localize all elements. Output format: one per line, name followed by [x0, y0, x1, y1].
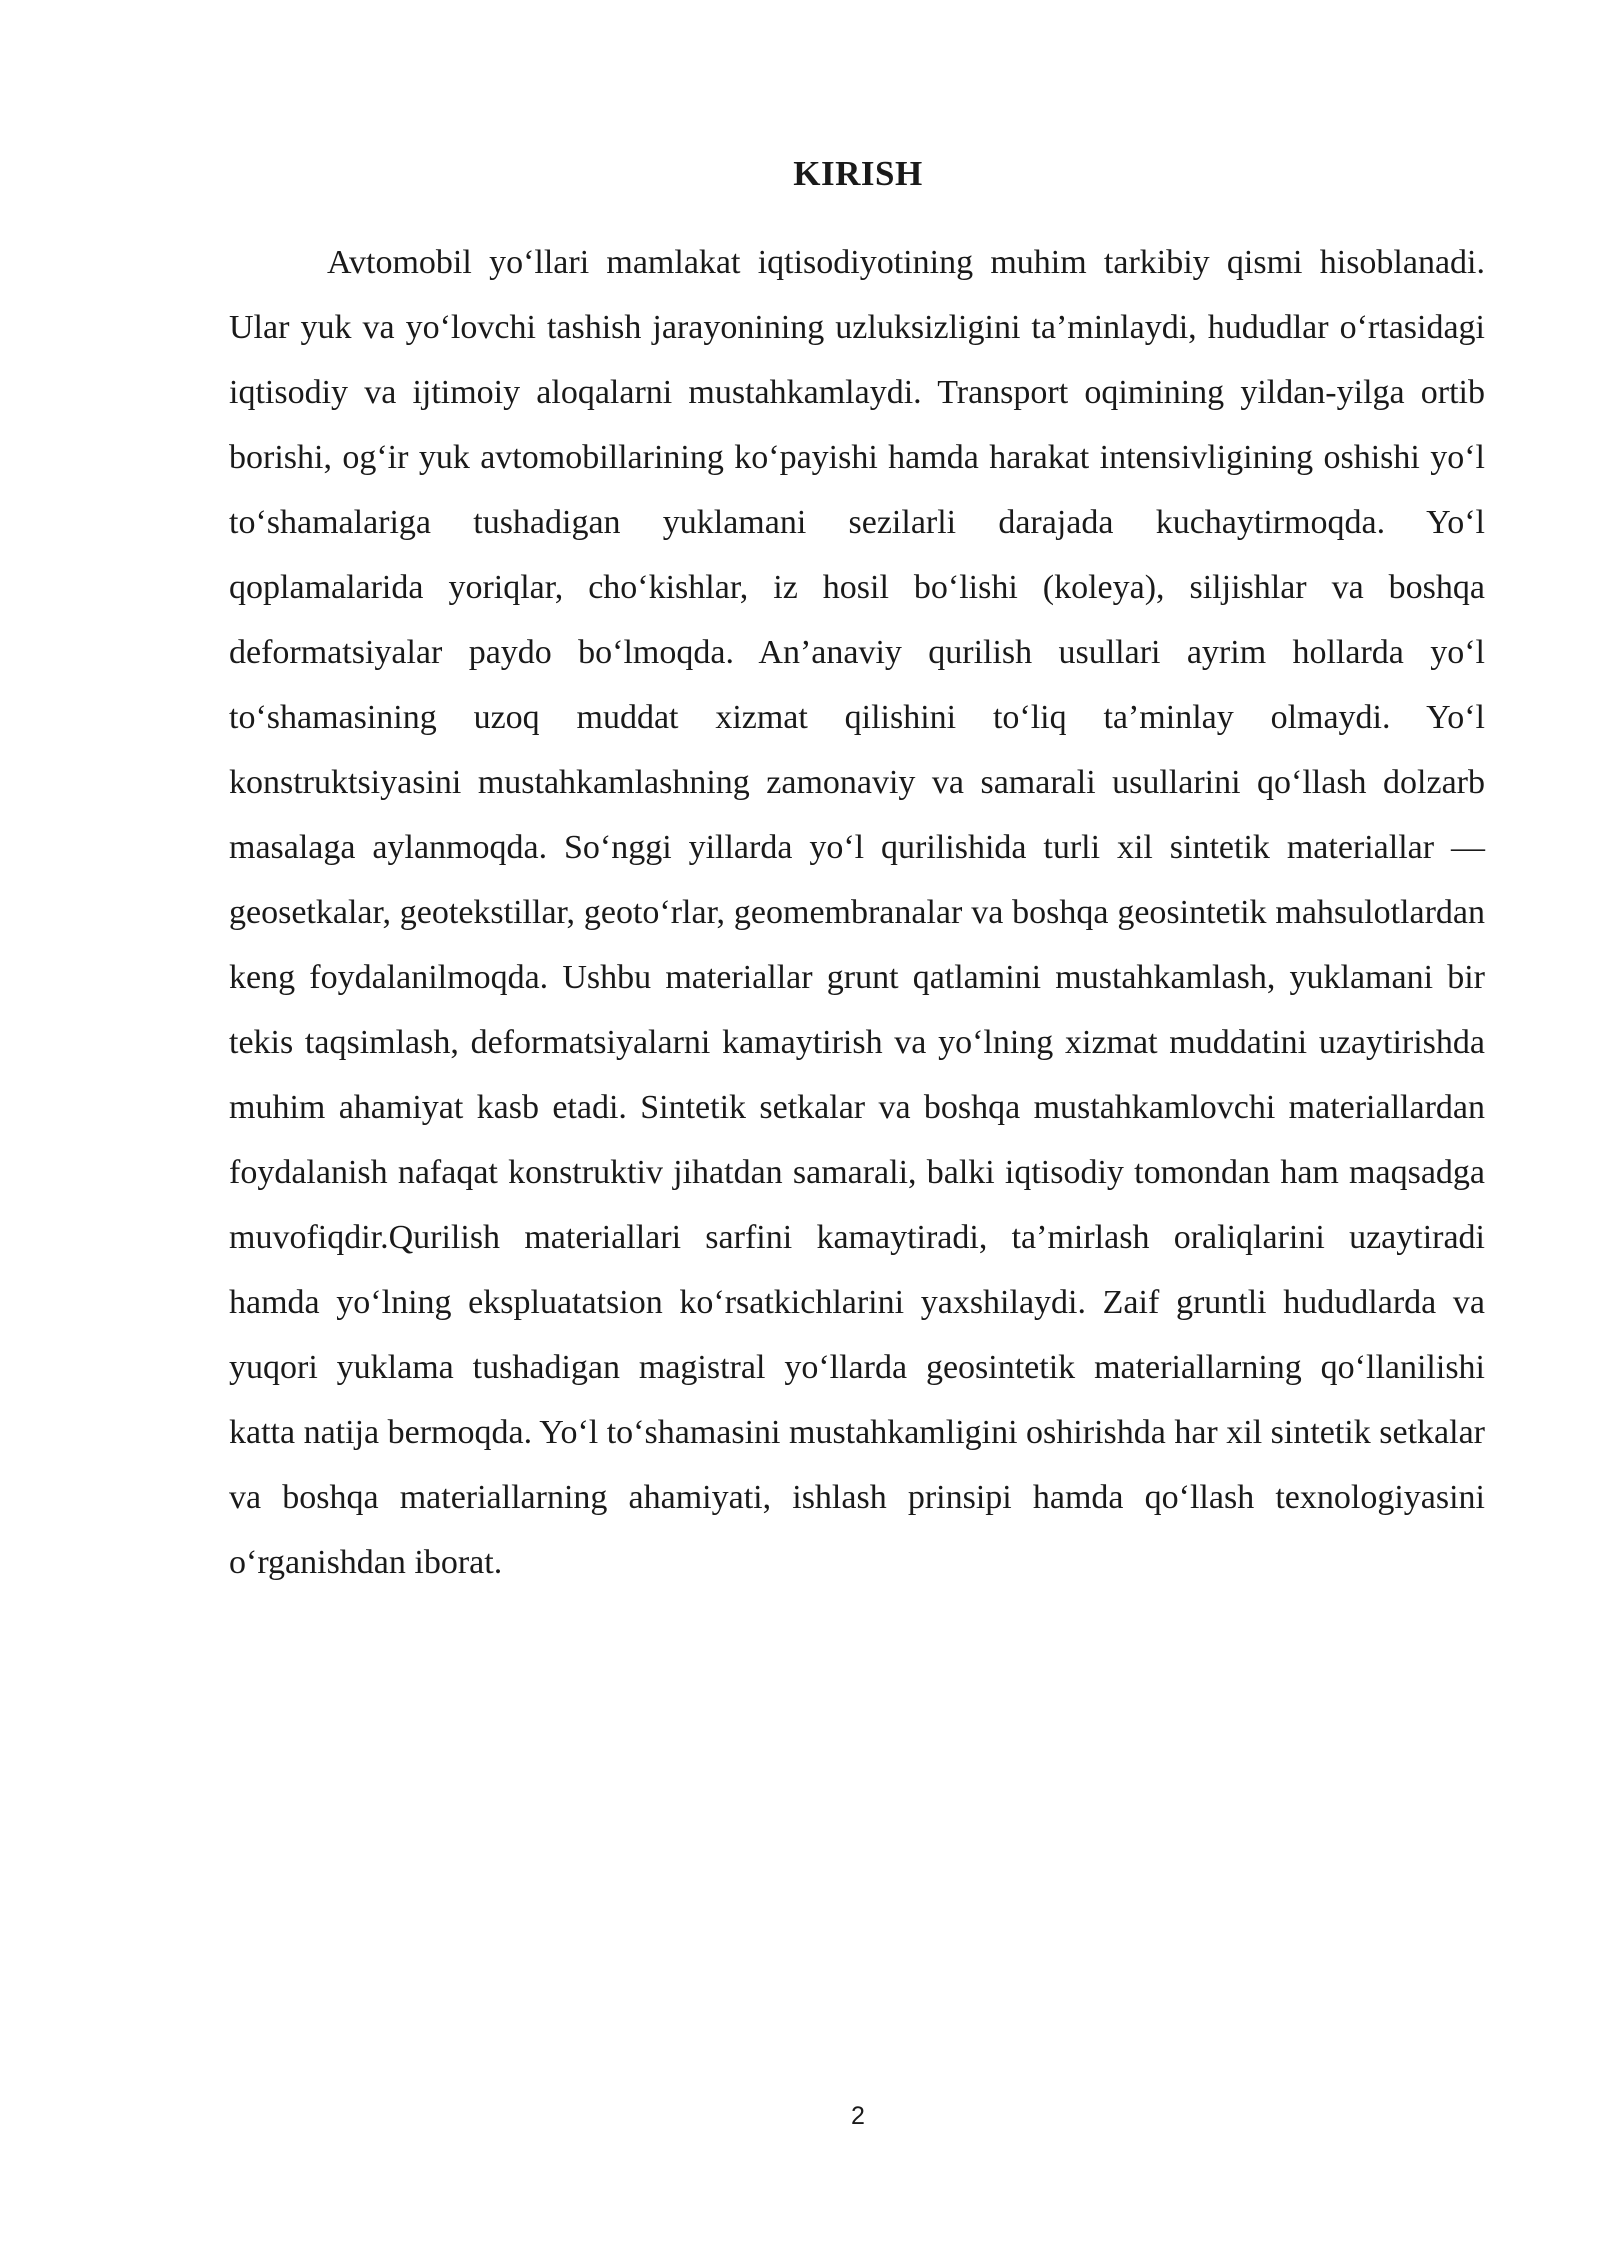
page-number: 2 [851, 2102, 865, 2130]
section-heading: KIRISH [793, 154, 923, 193]
body-paragraph: Avtomobil yo‘llari mamlakat iqtisodiyotining muhim tarkibiy qismi hisoblanadi. Ular yuk va yo‘lovchi tashish jarayonining uzluksizligini ta’minlaydi, hududlar o‘rtasidagi iqtisodiy va ijtimoiy aloqalarni mustahkamlaydi. Transport oqimining yildan-yilga ortib borishi, og‘ir yuk avtomobillarining ko‘payishi hamda harakat intensivligining oshishi yo‘l to‘shamalariga tushadigan yuklamani sezilarli darajada kuchaytirmoqda. Yo‘l qoplamalarida yoriqlar, cho‘kishlar, iz hosil bo‘lishi (koleya), siljishlar va boshqa deformatsiyalar paydo bo‘lmoqda. An’anaviy qurilish usullari ayrim hollarda yo‘l to‘shamasining uzoq muddat xizmat qilishini to‘liq ta’minlay olmaydi. Yo‘l konstruktsiyasini mustahkamlashning zamonaviy va samarali usullarini qo‘llash dolzarb masalaga aylanmoqda. So‘nggi yillarda yo‘l qurilishida turli xil sintetik materiallar — geosetkalar, geotekstillar, geoto‘rlar, geomembranalar va boshqa geosintetik mahsulotlardan keng foydalanilmoqda. Ushbu materiallar grunt qatlamini mustahkamlash, yuklamani bir tekis taqsimlash, deformatsiyalarni kamaytirish va yo‘lning xizmat muddatini uzaytirishda muhim ahamiyat kasb etadi. Sintetik setkalar va boshqa mustahkamlovchi materiallardan foydalanish nafaqat konstruktiv jihatdan samarali, balki iqtisodiy tomondan ham maqsadga muvofiqdir.Qurilish materiallari sarfini kamaytiradi, ta’mirlash oraliqlarini uzaytiradi hamda yo‘lning ekspluatatsion ko‘rsatkichlarini yaxshilaydi. Zaif gruntli hududlarda va yuqori yuklama tushadigan magistral yo‘llarda geosintetik materiallarning qo‘llanilishi katta natija bermoqda. Yo‘l to‘shamasini mustahkamligini oshirishda har xil sintetik setkalar va boshqa materiallarning ahamiyati, ishlash prinsipi hamda qo‘llash texnologiyasini o‘rganishdan iborat. [229, 244, 1485, 1581]
